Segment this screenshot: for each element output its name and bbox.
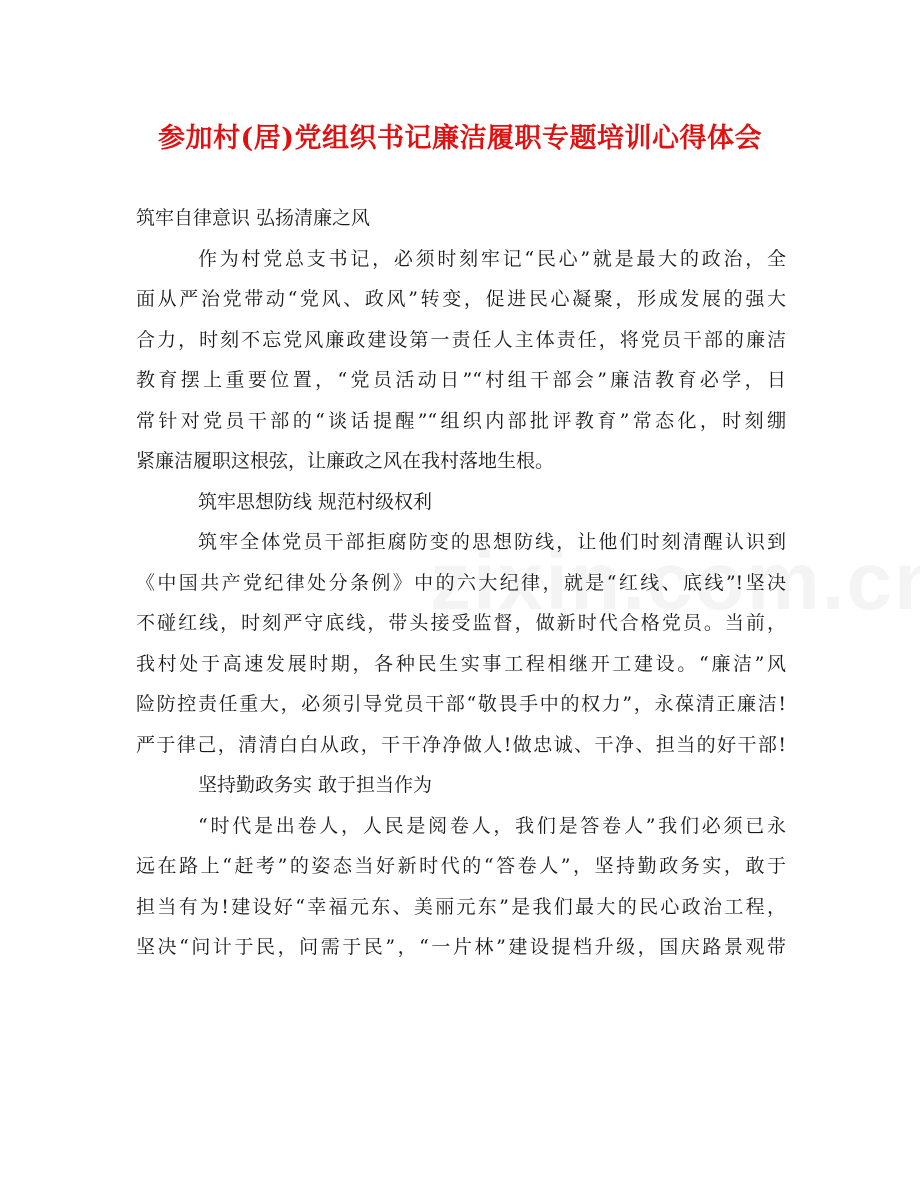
paragraph-line: 筑牢全体党员干部拒腐防变的思想防线，让他们时刻清醒认识到	[198, 531, 786, 553]
paragraph-line: 《中国共产党纪律处分条例》中的六大纪律，就是“红线、底线”!坚决	[136, 571, 786, 594]
paragraph-line: 紧廉洁履职这根弦，让廉政之风在我村落地生根。	[136, 450, 555, 472]
paragraph-line: 担当有为!建设好“幸福元东、美丽元东”是我们最大的民心政治工程，	[136, 895, 786, 918]
document-body	[136, 198, 786, 968]
document-title: 参加村(居)党组织书记廉洁履职专题培训心得体会	[157, 123, 763, 154]
paragraph-line: 坚决“问计于民，问需于民”，“一片林”建设提档升级，国庆路景观带	[136, 936, 786, 958]
section-heading: 筑牢自律意识 弘扬清廉之风	[136, 207, 371, 229]
paragraph-line: 不碰红线，时刻严守底线，带头接受监督，做新时代合格党员。当前，	[136, 612, 786, 634]
paragraph-line: 险防控责任重大，必须引导党员干部“敬畏手中的权力”，永葆清正廉洁!	[136, 693, 786, 715]
section-heading: 坚持勤政务实 敢于担当作为	[198, 774, 433, 796]
paragraph-line: 远在路上“赶考”的姿态当好新时代的“答卷人”，坚持勤政务实，敢于	[136, 855, 786, 877]
paragraph-line: 合力，时刻不忘党风廉政建设第一责任人主体责任，将党员干部的廉洁	[136, 328, 786, 351]
paragraph-line: 常针对党员干部的“谈话提醒”“组织内部批评教育”常态化，时刻绷	[136, 409, 786, 432]
section-heading: 筑牢思想防线 规范村级权利	[198, 490, 433, 513]
paragraph-line: 严于律己，清清白白从政，干干净净做人!做忠诚、干净、担当的好干部!	[136, 733, 786, 756]
paragraph-line: 教育摆上重要位置，“党员活动日”“村组干部会”廉洁教育必学，日	[136, 369, 786, 391]
paragraph-line: “时代是出卷人，人民是阅卷人，我们是答卷人”我们必须已永	[198, 814, 786, 837]
paragraph-line: 面从严治党带动“党风、政风”转变，促进民心凝聚，形成发展的强大	[136, 288, 786, 310]
paragraph-line: 我村处于高速发展时期，各种民生实事工程相继开工建设。“廉洁”风	[136, 652, 786, 675]
paragraph-line: 作为村党总支书记，必须时刻牢记“民心”就是最大的政治，全	[198, 247, 786, 270]
